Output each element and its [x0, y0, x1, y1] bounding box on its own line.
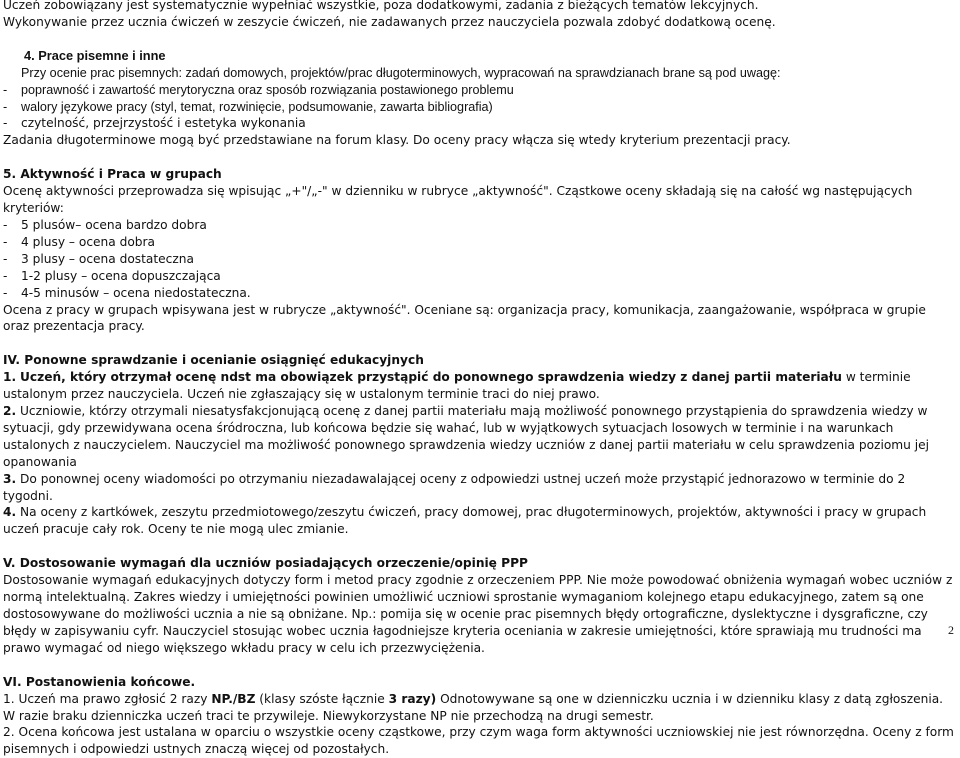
section-5-item: - 1-2 plusy – ocena dopuszczająca	[3, 268, 221, 283]
document-page	[3, 0, 955, 758]
section-4-intro: Przy ocenie prac pisemnych: zadań domowych, projektów/prac długoterminowych, wypracowań na sprawdzianach brane są pod uwagę:	[21, 65, 781, 80]
section-v-text: Dostosowanie wymagań edukacyjnych dotyczy form i metod pracy zgodnie z orzeczeniem PPP. Nie może powodować obniżenia wymagań wobec uczniów z normą intelektualną. Zakres wiedzy i umiejętności powinien umożliwić uczniowi sprostanie wymaganiom kolejnego etapu edukacyjnego, zatem są one dostosowywane do możliwości ucznia a nie są obniżane. Np.: pomija się w ocenie prac pisemnych błędy ortograficzne, dyslektyczne i dysgraficzne, czy błędy w zapisywaniu cyfr. Nauczyciel stosując wobec ucznia łagodniejsze kryteria oceniania w zakresie umiejętności, które sprawiają mu trudności ma prawo wymagać od niego większego wkładu pracy w celu ich przezwyciężenia.	[3, 573, 953, 655]
section-v-heading: V. Dostosowanie wymagań dla uczniów posiadających orzeczenie/opinię PPP	[3, 556, 528, 571]
dash-marker: -	[3, 82, 8, 97]
section-vi	[3, 674, 955, 758]
dash-marker: -	[3, 251, 8, 266]
section-5-item: - 3 plusy – ocena dostateczna	[3, 251, 194, 266]
section-iv-point-1: 1. Uczeń, który otrzymał ocenę ndst ma obowiązek przystąpić do ponownego sprawdzenia wiedzy z danej partii materiału w terminie ustalonym przez nauczyciela. Uczeń nie zgłaszający się w ustalonym terminie traci do niej prawo.	[3, 370, 911, 402]
section-vi-point-1: 1. Uczeń ma prawo zgłosić 2 razy NP./BZ (klasy szóste łącznie 3 razy) Odnotowywane są one w dzienniczku ucznia i w dzienniku klasy z datą zgłoszenia. W razie braku dzienniczka uczeń traci te przywileje. Niewykorzystane NP nie przechodzą na drugi semestr.	[3, 691, 944, 723]
section-5-intro: Ocenę aktywności przeprowadza się wpisując „+"/„-" w dzienniku w rubryce „aktywność". Cząstkowe oceny składają się na całość wg następujących kryteriów:	[3, 184, 913, 216]
section-5-note: Ocena z pracy w grupach wpisywana jest w rubrycze „aktywność". Oceniane są: organizacja pracy, komunikacja, zaangażowanie, współpraca w grupie oraz prezentacja pracy.	[3, 302, 926, 334]
intro-line-1: Uczeń zobowiązany jest systematycznie wypełniać wszystkie, poza dodatkowymi, zadania z bieżących tematów lekcyjnych.	[3, 0, 759, 12]
dash-marker: -	[3, 268, 8, 283]
section-4-heading: 4. Prace pisemne i inne	[24, 47, 166, 63]
section-iv-point-3: 3. Do ponownej oceny wiadomości po otrzymaniu niezadawalającej oceny z odpowiedzi ustnej uczeń może przystąpić jednorazowo w terminie do 2 tygodni.	[3, 471, 906, 503]
section-vi-point-2: 2. Ocena końcowa jest ustalana w oparciu o wszystkie oceny cząstkowe, przy czym waga form aktywności uczniowskiej nie jest równorzędna. Oceny z form pisemnych i odpowiedzi ustnych znaczą więcej od pozostałych.	[3, 725, 954, 757]
section-5-item: - 5 plusów– ocena bardzo dobra	[3, 217, 207, 232]
dash-marker: -	[3, 116, 8, 131]
section-5-item: - 4-5 minusów – ocena niedostateczna.	[3, 285, 251, 300]
page-number: 2	[948, 623, 954, 638]
dash-marker: -	[3, 217, 8, 232]
section-iv-point-2: 2. Uczniowie, którzy otrzymali niesatysfakcjonującą ocenę z danej partii materiału mają możliwość ponownego przystąpienia do sprawdzenia wiedzy w sytuacji, gdy przewidywana ocena śródroczna, lub końcowa będzie się wahać, lub w wyjątkowych sytuacjach losowych w terminie i na warunkach ustalonych z nauczycielem. Nauczyciel ma możliwość ponownego sprawdzenia wiedzy uczniów z danej partii materiału w celu sprawdzenia poziomu jej opanowania	[3, 404, 930, 469]
section-4-note: Zadania długoterminowe mogą być przedstawiane na forum klasy. Do oceny pracy włącza się wtedy kryterium prezentacji pracy.	[3, 133, 791, 148]
section-5-item: - 4 plusy – ocena dobra	[3, 234, 156, 249]
section-v	[3, 555, 955, 656]
section-5	[3, 166, 955, 335]
section-iv	[3, 352, 955, 538]
dash-marker: -	[3, 285, 8, 300]
section-5-heading: 5. Aktywność i Praca w grupach	[3, 167, 222, 182]
dash-marker: -	[3, 99, 8, 114]
dash-marker: -	[3, 234, 8, 249]
section-4-item: - poprawność i zawartość merytoryczna oraz sposób rozwiązania postawionego problemu	[3, 82, 514, 97]
section-vi-heading: VI. Postanowienia końcowe.	[3, 674, 196, 689]
section-iv-point-4: 4. Na oceny z kartkówek, zeszytu przedmiotowego/zeszytu ćwiczeń, pracy domowej, prac długoterminowych, projektów, aktywności i pracy w grupach uczeń pracuje cały rok. Oceny te nie mogą ulec zmianie.	[3, 505, 927, 537]
intro-line-2: Wykonywanie przez ucznia ćwiczeń w zeszycie ćwiczeń, nie zadawanych przez nauczyciela pozwala zdobyć dodatkową ocenę.	[3, 14, 776, 29]
section-4-item: - czytelność, przejrzystość i estetyka wykonania	[3, 116, 306, 131]
section-4	[3, 48, 955, 149]
section-iv-heading: IV. Ponowne sprawdzanie i ocenianie osiągnięć edukacyjnych	[3, 353, 424, 368]
section-4-item: - walory językowe pracy (styl, temat, rozwinięcie, podsumowanie, zawarta bibliografia)	[3, 99, 493, 114]
